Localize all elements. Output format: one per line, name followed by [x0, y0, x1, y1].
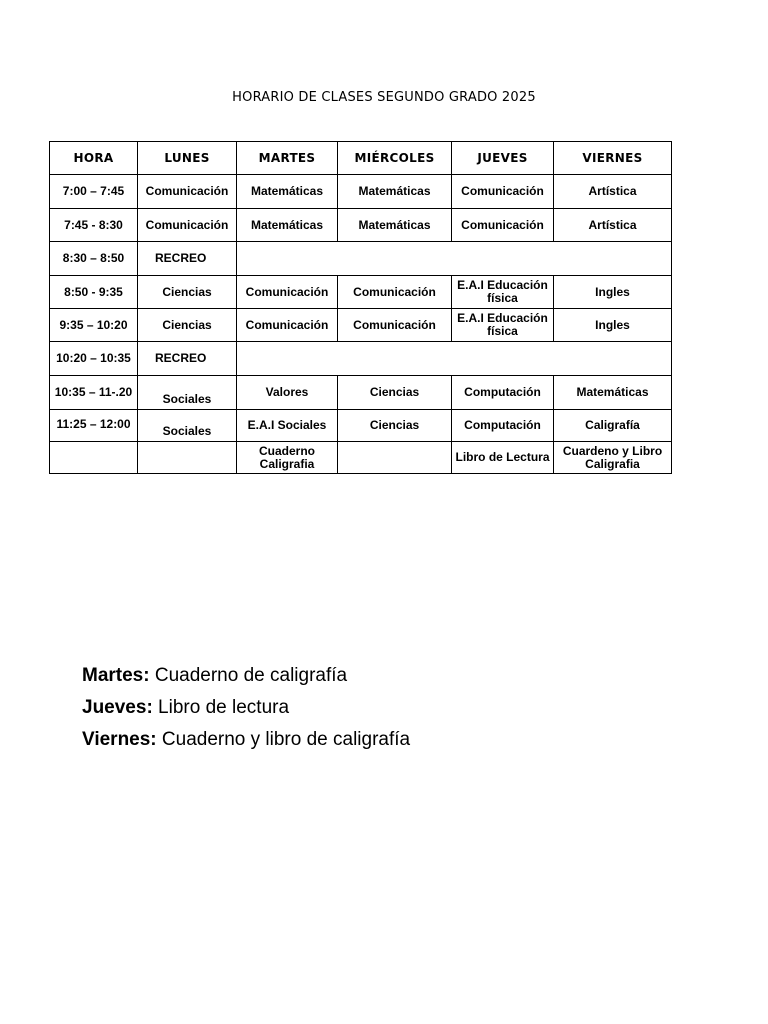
table-row: [50, 309, 672, 342]
cell-martes: Matemáticas: [237, 175, 338, 209]
cell-martes: Comunicación: [237, 309, 338, 342]
cell-recreo: RECREO: [138, 242, 237, 276]
cell-jueves: Computación: [452, 410, 554, 442]
note-text: Cuaderno de caligrafía: [149, 665, 348, 686]
cell-jueves: Comunicación: [452, 175, 554, 209]
cell-hora: 10:20 – 10:35: [50, 342, 138, 376]
table-row-break: [50, 242, 672, 276]
cell-hora: 9:35 – 10:20: [50, 309, 138, 342]
cell-martes: E.A.I Sociales: [237, 410, 338, 442]
cell-jueves: Libro de Lectura: [452, 442, 554, 474]
notes-list: [82, 660, 410, 756]
schedule-table: [49, 141, 672, 474]
cell-empty-span: [237, 342, 672, 376]
cell-martes: Matemáticas: [237, 209, 338, 242]
cell-viernes: Artística: [554, 175, 672, 209]
cell-empty-span: [237, 242, 672, 276]
cell-lunes: Comunicación: [138, 175, 237, 209]
cell-viernes: Artística: [554, 209, 672, 242]
cell-jueves: E.A.I Educación física: [452, 276, 554, 309]
table-row-break: [50, 342, 672, 376]
header-martes: MARTES: [237, 142, 338, 175]
cell-lunes: Sociales: [138, 410, 237, 442]
cell-lunes: [138, 442, 237, 474]
header-hora: HORA: [50, 142, 138, 175]
cell-miercoles: Ciencias: [338, 410, 452, 442]
cell-recreo: RECREO: [138, 342, 237, 376]
cell-lunes: Ciencias: [138, 276, 237, 309]
cell-hora: 7:00 – 7:45: [50, 175, 138, 209]
cell-miercoles: Ciencias: [338, 376, 452, 410]
table-row: [50, 410, 672, 442]
cell-lunes: Comunicación: [138, 209, 237, 242]
cell-lunes: Ciencias: [138, 309, 237, 342]
note-day: Martes:: [82, 665, 150, 686]
note-day: Jueves:: [82, 697, 153, 718]
cell-jueves: Comunicación: [452, 209, 554, 242]
note-jueves: [82, 692, 410, 724]
header-jueves: JUEVES: [452, 142, 554, 175]
table-row: [50, 376, 672, 410]
cell-viernes: Caligrafía: [554, 410, 672, 442]
cell-miercoles: [338, 442, 452, 474]
note-viernes: [82, 724, 410, 756]
cell-lunes: Sociales: [138, 376, 237, 410]
cell-viernes: Matemáticas: [554, 376, 672, 410]
cell-martes: Cuaderno Caligrafia: [237, 442, 338, 474]
cell-miercoles: Comunicación: [338, 276, 452, 309]
cell-viernes: Ingles: [554, 276, 672, 309]
cell-miercoles: Comunicación: [338, 309, 452, 342]
cell-hora: [50, 442, 138, 474]
table-header-row: [50, 142, 672, 175]
table-row: [50, 276, 672, 309]
header-lunes: LUNES: [138, 142, 237, 175]
cell-hora: 8:30 – 8:50: [50, 242, 138, 276]
cell-viernes: Cuardeno y Libro Caligrafia: [554, 442, 672, 474]
table-row: [50, 442, 672, 474]
header-viernes: VIERNES: [554, 142, 672, 175]
header-miercoles: MIÉRCOLES: [338, 142, 452, 175]
table-row: [50, 175, 672, 209]
note-day: Viernes:: [82, 729, 157, 750]
note-martes: [82, 660, 410, 692]
cell-miercoles: Matemáticas: [338, 209, 452, 242]
note-text: Libro de lectura: [152, 697, 290, 718]
cell-viernes: Ingles: [554, 309, 672, 342]
cell-miercoles: Matemáticas: [338, 175, 452, 209]
cell-martes: Comunicación: [237, 276, 338, 309]
cell-martes: Valores: [237, 376, 338, 410]
table-row: [50, 209, 672, 242]
cell-hora: 7:45 - 8:30: [50, 209, 138, 242]
cell-hora: 11:25 – 12:00: [50, 410, 138, 442]
cell-jueves: E.A.I Educación física: [452, 309, 554, 342]
page-title: HORARIO DE CLASES SEGUNDO GRADO 2025: [232, 90, 536, 105]
cell-hora: 8:50 - 9:35: [50, 276, 138, 309]
note-text: Cuaderno y libro de caligrafía: [156, 729, 411, 750]
cell-hora: 10:35 – 11-.20: [50, 376, 138, 410]
cell-jueves: Computación: [452, 376, 554, 410]
